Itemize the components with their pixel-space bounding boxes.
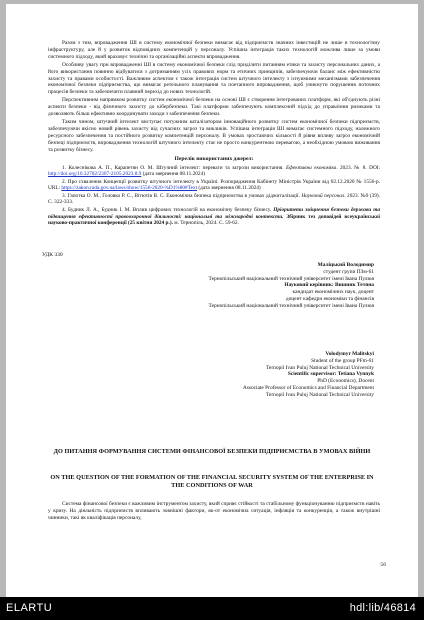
article-title-uk: ДО ПИТАННЯ ФОРМУВАННЯ СИСТЕМИ ФІНАНСОВОЇ БЕЗПЕКИ ПІДПРИЄМСТВА В УМОВАХ ВІЙНИ <box>53 448 371 455</box>
author-block-uk <box>134 262 374 310</box>
reference-text: Гапотка О. М., Головко Р. С., Вітютів В. С. Економічна безпека підприємства в умовах діджиталізації. <box>67 192 302 199</box>
reference-journal: Науковий персонал <box>301 192 345 199</box>
supervisor-position: Associate Professor of Economics and Financial Department <box>242 384 374 391</box>
reference-journal: Ефективна економіка <box>285 164 337 171</box>
udk-code: УДК 330 <box>42 252 63 258</box>
supervisor-degree: PhD (Economics), Docent <box>317 378 374 385</box>
reference-number: 1. <box>62 164 66 171</box>
author-university: Тернопільський національний технічний університет імені Івана Пулюя <box>208 275 374 282</box>
supervisor-university: Ternopil Ivan Puluj National Technical University <box>266 391 374 398</box>
handle-id: hdl:lib/46814 <box>349 602 416 614</box>
paragraph: Система фінансової безпеки є важливим інструментом захисту, який сприяє стійкості та стабільному функціонуванню підприємств навіть у кризу. На діяльність підприємств впливають зовнішні фактори, як-от економічна ситуація, інфляція та конкуренція, а також внутрішні чинники, такі як кваліфікація персоналу, <box>48 501 380 521</box>
supervisor-name: Науковий керівник: Вишник Тетяна <box>284 282 374 289</box>
author-name: Volodymyr Malitskyi <box>325 351 374 357</box>
author-name: Маліцький Володимир <box>317 262 374 268</box>
reference-item <box>48 179 380 192</box>
reference-number: 4. <box>62 207 66 214</box>
intro-text <box>48 40 380 228</box>
reference-text: . 2023. №9 (39). С. 322-333. <box>48 192 381 206</box>
paragraph: Разом з тим, впровадження ШІ в систему економічної безпеки вимагає від підприємств значних інвестицій не лише в технологічну інфраструктуру, але й у розвиток відповідних компетенцій у персоналу. Успішна інтеграція таких технологій можлива лише за умови системного підходу, який враховує технічні та організаційні аспекти впровадження. <box>48 40 380 60</box>
references-heading: Перелік використаних джерел: <box>174 155 254 162</box>
reference-text: м. Тернопіль, 2024. С. 59-62. <box>172 220 239 227</box>
paragraph: Особливу увагу при впровадженні ШІ в систему економічної безпеки слід приділити питанням етики та захисту персональних даних, а його використання повинно відбуватися з дотриманням усіх правових норм та етичних принципів, забезпечуючи баланс між ефективністю захисту та правами особистості. Важливим аспектом є також інтеграція систем штучного інтелекту з існуючими механізмами забезпечення економічної безпеки підприємства, що вимагає ретельного планування та поетапного впровадження, щоб уникнути порушення поточних процесів безпеки та забезпечити плавний перехід до нових технологій. <box>48 61 380 96</box>
author-status: Student of the group PFm-61 <box>311 357 374 364</box>
reference-text: (дата звернення 08.11.2024) <box>197 185 261 192</box>
reference-link[interactable]: http://doi.org/10.32702/2307-2105.2023.8.9 <box>48 171 142 178</box>
reference-item <box>48 193 380 206</box>
paragraph: Перспективним напрямком розвитку систем економічної безпеки на основі ШІ є створення інтегрованих платформ, які об'єднують різні аспекти безпеки - від фізичного захисту до кібербезпеки. Такі платформи забезпечують комплексний підхід до управління ризиками та дозволяють більш ефективно координувати заходи з забезпечення безпеки. <box>48 97 380 118</box>
reference-text: Про схвалення Концепції розвитку штучного інтелекту в Україні. Розпорядження Кабінету Міністрів України від 02.12.2020 № 1556-р. URL: <box>48 178 380 192</box>
reference-link[interactable]: https://zakon.rada.gov.ua/laws/show/1556-2020-%D1%80#Text <box>61 185 198 192</box>
reference-collection-info: Збірник тез доповідей всеукраїнської науково-практичної конференції (25 квітня 2024 р.). <box>48 213 380 227</box>
page-number: 56 <box>380 562 386 568</box>
author-university: Ternopil Ivan Puluj National Technical University <box>266 364 374 371</box>
author-block-en <box>134 351 374 399</box>
reference-item <box>48 165 380 178</box>
document-page <box>6 4 418 597</box>
reference-item <box>48 207 380 227</box>
supervisor-name: Scientific supervisor: Tetiana Vynnyk <box>287 371 374 378</box>
supervisor-position: доцент кафедри економіки та фінансів <box>285 295 374 302</box>
author-status: студент групи ПЗм-61 <box>323 268 374 275</box>
reference-text: (дата звернення 08.11.2024) <box>141 171 205 178</box>
reference-text: Колеснікова А. П., Карапетян О. М. Штучний інтелект: переваги та загрози використання. <box>68 164 286 171</box>
repository-label: ELARTU <box>6 602 53 614</box>
reference-text: . 2023. № 8. DOI: <box>336 164 381 171</box>
article-title-en: ON THE QUESTION OF THE FORMATION OF THE FINANCIAL SECURITY SYSTEM OF THE ENTERPRISE IN THE CONDITIONS OF WAR <box>50 474 374 489</box>
reference-number: 3. <box>62 192 66 199</box>
supervisor-degree: кандидат економічних наук, доцент <box>292 289 374 296</box>
supervisor-university: Тернопільський національний технічний університет імені Івана Пулюя <box>208 302 374 309</box>
reference-number: 2. <box>62 178 66 185</box>
paragraph: Таким чином, штучний інтелект виступає потужним каталізатором інноваційного розвитку систем економічної безпеки підприємств, забезпечуючи якісно новий рівень захисту від сучасних загроз та викликів. Успішна інтеграція ШІ вимагає системного підходу, належного ресурсного забезпечення та постійного розвитку компетенцій персоналу. В умовах зростаючих кількості й рівня впливу загроз економічній безпеці підприємств, впровадження технологій штучного інтелекту стає не просто конкурентною перевагою, а необхідною умовою виживання та розвитку бізнесу. <box>48 118 380 153</box>
abstract-text <box>48 501 380 523</box>
reference-text: Будник Л. А., Будник І. М. Вплив цифрових технологій на економічну безпеку бізнесу. <box>67 207 274 214</box>
footer-bar <box>0 597 424 620</box>
reference-collection-title: Пріоритети зміцнення безпеки держави та підвищення ефективності правоохоронної діяльності: національні та міжнародні контексти. <box>48 207 380 220</box>
